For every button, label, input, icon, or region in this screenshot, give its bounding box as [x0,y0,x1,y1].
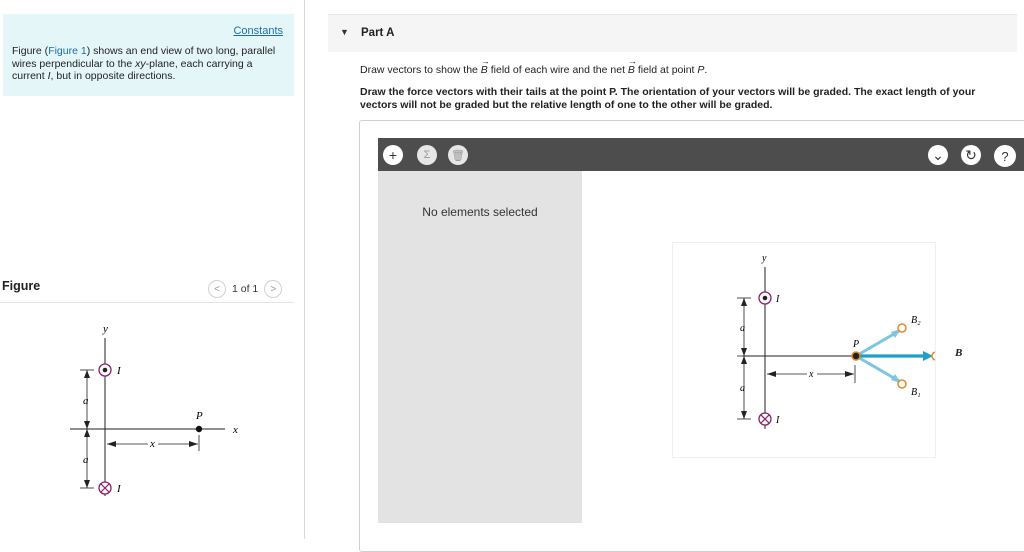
y-axis-label: y [103,323,108,335]
point-p [196,426,202,432]
help-icon[interactable]: ? [994,145,1016,167]
a-top-label: a [83,395,89,407]
instructions-text: Draw the force vectors with their tails at the point P. The orientation of your vectors will be graded. The exact length of your vectors will not be graded but the relative length of one to the other will be graded. [360,86,976,111]
constants-link[interactable]: Constants [233,25,283,37]
bottom-current-label: I [117,483,121,495]
wire-figure [60,318,260,508]
b2-vector [856,331,899,356]
prev-figure-button[interactable]: < [208,280,226,298]
diagram-a-top: a [740,323,745,334]
figure-separator [0,302,294,303]
diagram-a-bottom: a [740,383,745,394]
b2-label: B₂ [911,315,921,326]
x-axis-label: x [233,424,238,436]
collapse-caret-icon[interactable]: ▼ [340,27,349,37]
diagram-point-p [852,352,860,360]
point-p-label: P [196,410,203,422]
selection-status: No elements selected [422,205,538,219]
b-handle [932,352,935,360]
problem-intro: Figure (Figure 1) shows an end view of two long, parallel wires perpendicular to the xy-plane, each carrying a current I, but in opposite directions. [12,45,276,82]
diagram-p-label: P [853,339,860,350]
reset-icon[interactable]: ↻ [961,145,981,165]
figure-pager [208,280,282,298]
delete-icon[interactable]: 🗑 [448,145,468,165]
figure-link[interactable]: Figure 1 [48,45,87,57]
diagram-x-dist: x [809,369,814,380]
pager-text: 1 of 1 [232,283,259,295]
add-vector-button[interactable]: + [383,145,403,165]
left-panel [0,0,304,539]
next-figure-button[interactable]: > [264,280,282,298]
top-current-label: I [117,365,121,377]
b1-vector [856,356,899,381]
sum-button[interactable]: Σ [417,145,437,165]
properties-panel [378,171,582,523]
part-title: Part A [361,27,395,39]
figure-heading: Figure [2,279,41,293]
drawing-toolbar [378,138,1024,171]
answer-diagram-svg [673,243,935,457]
chevron-down-icon[interactable]: ⌄ [928,145,948,165]
b1-handle [898,380,906,388]
intro-box [3,14,294,96]
part-a-header[interactable] [328,14,1017,52]
panel-divider [304,0,305,539]
b-net-label: B [955,347,963,359]
x-distance-label: x [150,438,155,450]
a-bottom-label: a [83,454,89,466]
answer-diagram[interactable] [673,243,935,457]
diagram-top-current: I [776,294,780,305]
b1-label: B₁ [911,387,921,398]
b2-handle [898,324,906,332]
diagram-y-label: y [762,253,767,264]
diagram-bottom-current: I [776,415,780,426]
question-text: Draw vectors to show the → B field of each wire and the net → B field at point P. [360,64,707,76]
